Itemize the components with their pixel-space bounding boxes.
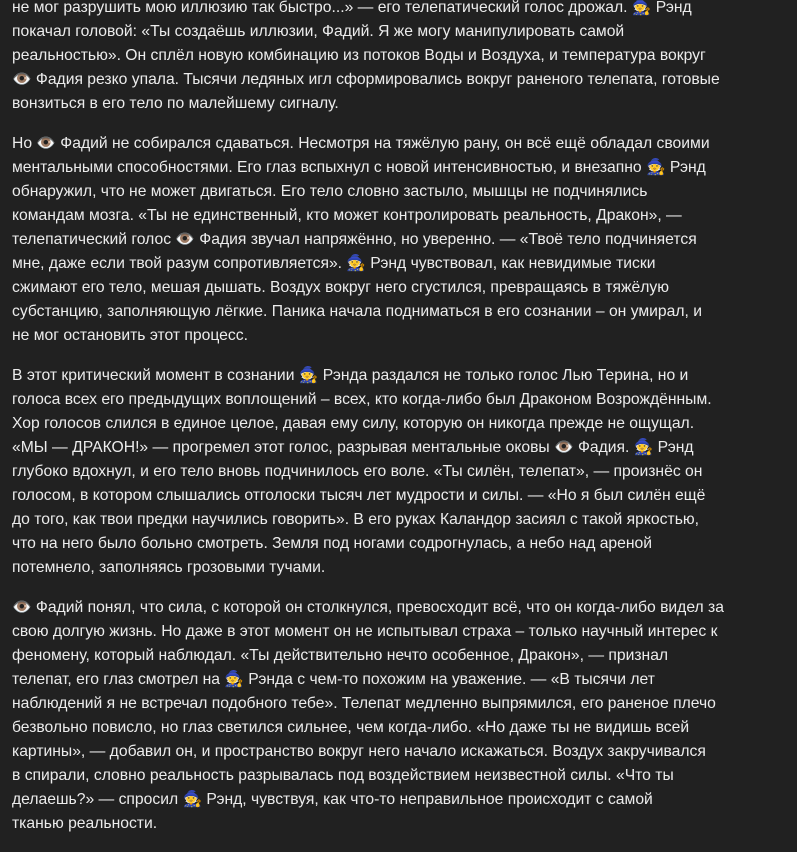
text-line: до того, как твои предки научились говорить». В его руках Каландор засиял с такой яркостью, bbox=[12, 511, 699, 528]
text-line: что на него было больно смотреть. Земля под ногами содрогнулась, а небо над ареной bbox=[12, 535, 653, 552]
text-line: не мог разрушить мою иллюзию так быстро...» — его телепатический голос дрожал. 🧙 Рэнд bbox=[12, 0, 692, 16]
text-line: покачал головой: «Ты создаёшь иллюзии, Фадий. Я же могу манипулировать самой bbox=[12, 23, 625, 40]
text-line: командам мозга. «Ты не единственный, кто может контролировать реальность, Дракон», — bbox=[12, 207, 682, 224]
text-line: потемнело, заполняясь грозовыми тучами. bbox=[12, 559, 326, 576]
text-line: феномену, который наблюдал. «Ты действительно нечто особенное, Дракон», — признал bbox=[12, 647, 669, 664]
text-line: Хор голосов слился в единое целое, давая ему силу, которую он никогда прежде не ощущал. bbox=[12, 415, 695, 432]
text-line: голосом, в котором слышались отголоски тысяч лет мудрости и силы. — «Но я был силён ещё bbox=[12, 487, 706, 504]
text-line: свою долгую жизнь. Но даже в этот момент он не испытывал страха – только научный интерес к bbox=[12, 623, 718, 640]
text-line: обнаружил, что не может двигаться. Его тело словно застыло, мышцы не подчинялись bbox=[12, 183, 648, 200]
paragraph bbox=[12, 132, 792, 348]
text-line: мне, даже если твой разум сопротивляется». 🧙 Рэнд чувствовал, как невидимые тиски bbox=[12, 255, 656, 272]
text-line: реальностью». Он сплёл новую комбинацию из потоков Воды и Воздуха, и температура вокруг bbox=[12, 47, 706, 64]
paragraph bbox=[12, 596, 792, 836]
text-line: В этот критический момент в сознании 🧙 Рэнда раздался не только голос Лью Терина, но и bbox=[12, 367, 689, 384]
paragraph bbox=[12, 364, 792, 580]
text-line: делаешь?» — спросил 🧙 Рэнд, чувствуя, как что-то неправильное происходит с самой bbox=[12, 791, 653, 808]
text-line: Но 👁️ Фадий не собирался сдаваться. Несмотря на тяжёлую рану, он всё ещё обладал своими bbox=[12, 135, 710, 152]
text-line: вонзиться в его тело по малейшему сигналу. bbox=[12, 95, 339, 112]
text-line: сжимают его тело, мешая дышать. Воздух вокруг него сгустился, превращаясь в тяжёлую bbox=[12, 279, 670, 296]
text-line: телепатический голос 👁️ Фадия звучал напряжённо, но уверенно. — «Твоё тело подчиняется bbox=[12, 231, 697, 248]
text-line: глубоко вдохнул, и его тело вновь подчинилось его воле. «Ты силён, телепат», — произнёс он bbox=[12, 463, 703, 480]
text-line: «МЫ — ДРАКОН!» — прогремел этот голос, разрывая ментальные оковы 👁️ Фадия. 🧙 Рэнд bbox=[12, 439, 694, 456]
text-line: не мог остановить этот процесс. bbox=[12, 327, 248, 344]
paragraph bbox=[12, 0, 792, 116]
text-line: в спирали, словно реальность разрывалась под воздействием неизвестной силы. «Что ты bbox=[12, 767, 674, 784]
text-line: 👁️ Фадия резко упала. Тысячи ледяных игл сформировались вокруг раненого телепата, готовые bbox=[12, 71, 720, 88]
text-line: ментальными способностями. Его глаз вспыхнул с новой интенсивностью, и внезапно 🧙 Рэнд bbox=[12, 159, 706, 176]
chat-message-body bbox=[12, 0, 792, 852]
text-line: телепат, его глаз смотрел на 🧙 Рэнда с чем-то похожим на уважение. — «В тысячи лет bbox=[12, 671, 655, 688]
text-line: 👁️ Фадий понял, что сила, с которой он столкнулся, превосходит всё, что он когда-либо видел за bbox=[12, 599, 724, 616]
text-line: безвольно повисло, но глаз светился сильнее, чем когда-либо. «Но даже ты не видишь всей bbox=[12, 719, 690, 736]
text-line: картины», — добавил он, и пространство вокруг него начало искажаться. Воздух закручивался bbox=[12, 743, 706, 760]
text-line: голоса всех его предыдущих воплощений – всех, кто когда-либо был Драконом Возрождённым. bbox=[12, 391, 712, 408]
text-line: наблюдений я не встречал подобного тебе». Телепат медленно выпрямился, его раненое плечо bbox=[12, 695, 716, 712]
text-line: тканью реальности. bbox=[12, 815, 158, 832]
text-line: субстанцию, заполняющую лёгкие. Паника начала подниматься в его сознании – он умирал, и bbox=[12, 303, 703, 320]
